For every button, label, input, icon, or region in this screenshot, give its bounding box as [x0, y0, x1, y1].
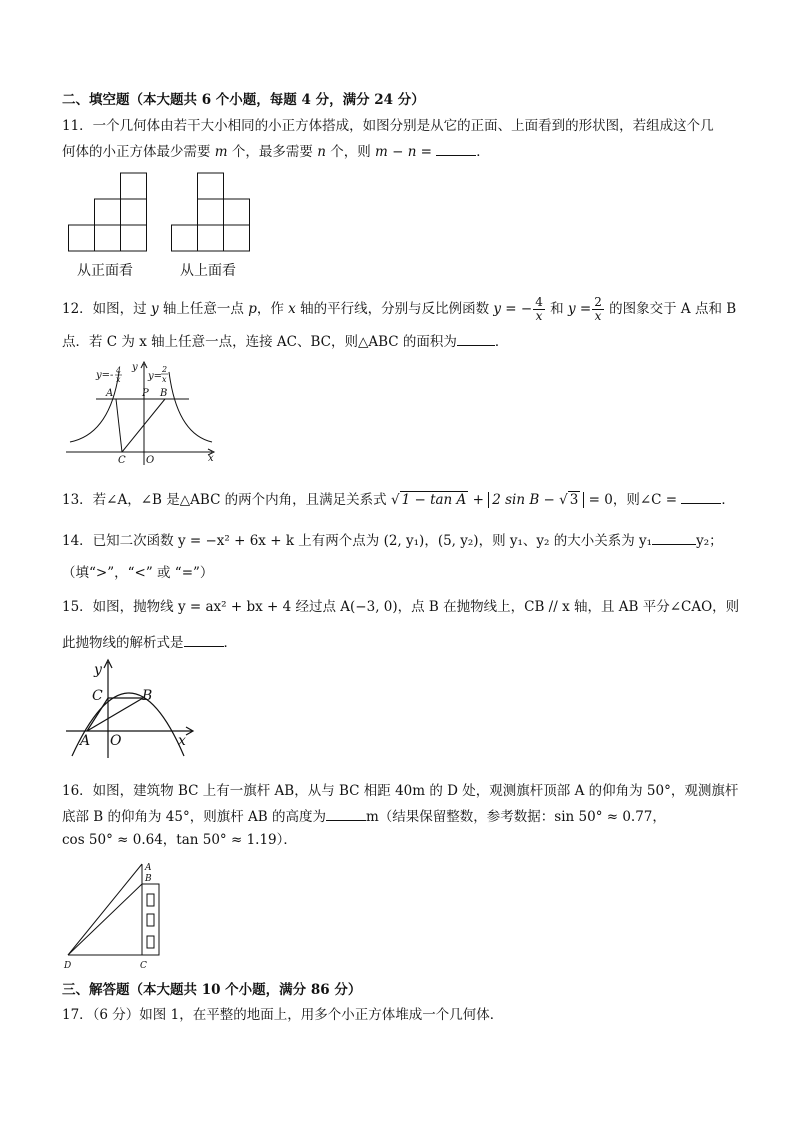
front-cube-6	[121, 173, 147, 199]
section2-title: 二、填空题（本大题共 6 个小题，每题 4 分，满分 24 分）	[62, 92, 425, 108]
q15-point-A: A	[80, 733, 91, 749]
top-cube-2	[198, 225, 224, 251]
q12-var-p: p	[248, 301, 257, 317]
q12-text-e: 的图象交于 A 点和 B	[604, 301, 737, 317]
q15-y-label: y	[94, 662, 102, 678]
q15-line1: 15．如图，抛物线 y = ax² + bx + 4 经过点 A(−3, 0)，点 B 在抛物线上，CB // x 轴，且 AB 平分∠CAO，则	[62, 599, 740, 615]
q16-line3: cos 50° ≈ 0.64，tan 50° ≈ 1.19）．	[62, 832, 297, 848]
q15-point-B: B	[142, 688, 153, 704]
q16-answer-blank[interactable]	[326, 806, 366, 821]
q12-f1-lhs: y = −	[493, 301, 533, 317]
q15-x-label: x	[178, 733, 186, 749]
q12-point-P: P	[142, 388, 149, 399]
q12-point-B: B	[160, 388, 168, 399]
front-cube-3	[121, 225, 147, 251]
q12-line1	[62, 296, 736, 323]
q11-answer-blank[interactable]	[436, 141, 476, 156]
q12-x-axis-label: x	[208, 453, 214, 464]
front-cube-4	[95, 199, 121, 225]
q12-f1-label-num: 4	[116, 366, 122, 375]
q12-f2-label-den: x	[162, 375, 167, 384]
q15-figure	[66, 658, 196, 758]
q16-text-b: m（结果保留整数，参考数据：sin 50° ≈ 0.77，	[365, 809, 666, 825]
q11-line2	[62, 141, 490, 162]
q16-text-a: 底部 B 的仰角为 45°，则旗杆 AB 的高度为	[62, 809, 326, 825]
q12-text-a: 12．如图，过	[62, 301, 151, 317]
q12-f1-fraction: $\frac{4}{x}$	[535, 295, 543, 323]
q15-line2	[62, 632, 237, 653]
q16-line2	[62, 806, 666, 827]
q14-text-b: y₂；	[696, 533, 723, 549]
q13-sqrt1: 1 − tan A	[401, 492, 467, 508]
q16-point-A: A	[145, 863, 152, 873]
q14-line2: （填“>”，“<” 或 “=”）	[62, 565, 214, 581]
front-cube-5	[121, 199, 147, 225]
top-cube-4	[198, 199, 224, 225]
q12-y-axis-label: y	[132, 362, 138, 373]
q11-var-m: m	[214, 144, 228, 160]
q13-abs: 2 sin B − √ 3	[488, 492, 584, 508]
q12-tail: ．	[494, 334, 509, 350]
q14-line1	[62, 530, 723, 551]
q12-text-b: 轴上任意一点	[158, 301, 249, 317]
q11-front-view-figure	[68, 172, 148, 252]
q11-text-c: 个，则	[325, 144, 375, 160]
q11-tail: ．	[476, 144, 490, 160]
q16-window-2	[147, 914, 154, 926]
q13-tail: ．	[721, 492, 735, 508]
q14-text-a: 14．已知二次函数 y = −x² + 6x + k 上有两个点为 (2, y₁)，(5, y₂)，则 y₁、y₂ 的大小关系为 y₁	[62, 533, 653, 549]
q17-line1: 17．（6 分）如图 1，在平整的地面上，用多个小正方体堆成一个几何体．	[62, 1007, 504, 1023]
q11-var-n: n	[317, 144, 326, 160]
q13-eq: = 0，则∠C =	[584, 492, 678, 508]
q15-line2-text: 此抛物线的解析式是	[62, 635, 184, 651]
q12-f2-label: y=	[148, 371, 163, 382]
q12-curve-left	[70, 372, 119, 442]
q15-point-O: O	[110, 733, 122, 749]
q16-figure	[62, 860, 172, 972]
q12-line2	[62, 331, 508, 352]
q14-answer-blank[interactable]	[652, 530, 696, 545]
q13-plus: +	[468, 492, 489, 508]
front-cube-2	[95, 225, 121, 251]
q12-f1-label-den: x	[116, 375, 121, 384]
q11-top-view-figure	[171, 172, 251, 252]
q12-answer-blank[interactable]	[457, 331, 495, 346]
q11-line1: 11．一个几何体由若干大小相同的小正方体搭成，如图分别是从它的正面、上面看到的形状图，若组成这个几	[62, 118, 714, 134]
section3-title: 三、解答题（本大题共 10 个小题，满分 86 分）	[62, 982, 362, 998]
q16-window-3	[147, 936, 154, 948]
q11-caption-top: 从上面看	[180, 263, 236, 279]
q12-figure	[62, 362, 222, 467]
q12-text-c: ，作	[256, 301, 289, 317]
q16-sightline-DB	[68, 884, 142, 955]
q11-expr: m − n =	[375, 144, 432, 160]
q12-var-x: x	[288, 301, 296, 317]
q11-text-a: 何体的小正方体最少需要	[62, 144, 215, 160]
q16-point-B: B	[145, 874, 152, 884]
q12-line2-text: 点．若 C 为 x 轴上任意一点，连接 AC、BC，则△ABC 的面积为	[62, 334, 457, 350]
q11-text-b: 个，最多需要	[227, 144, 318, 160]
q12-curve-right	[169, 372, 212, 442]
q15-tail: ．	[223, 635, 237, 651]
front-cube-1	[69, 225, 95, 251]
q12-f2-lhs: y =	[567, 301, 592, 317]
q16-building	[142, 884, 159, 955]
q12-text-d: 轴的平行线，分别与反比例函数	[295, 301, 494, 317]
q16-point-D: D	[64, 961, 72, 971]
top-cube-1	[172, 225, 198, 251]
q12-point-C: C	[118, 455, 126, 466]
q12-f2-fraction: $\frac{2}{x}$	[594, 295, 602, 323]
q12-f1-label: y=-	[96, 370, 114, 381]
q13-answer-blank[interactable]	[681, 489, 721, 504]
top-cube-5	[224, 199, 250, 225]
q12-f2-label-num: 2	[162, 365, 168, 374]
q16-point-C: C	[140, 961, 147, 971]
q13-line: 13．若∠A，∠B 是△ABC 的两个内角，且满足关系式 √ 1 − tan A + 2 sin B − √ 3 = 0，则∠C = ．	[62, 488, 735, 512]
q15-point-C: C	[92, 688, 103, 704]
q12-var-y: y	[150, 301, 159, 317]
q16-sightline-DA	[68, 864, 142, 955]
q15-answer-blank[interactable]	[184, 632, 224, 647]
q16-line1: 16．如图，建筑物 BC 上有一旗杆 AB，从与 BC 相距 40m 的 D 处，观测旗杆顶部 A 的仰角为 50°，观测旗杆	[62, 783, 739, 799]
top-cube-3	[224, 225, 250, 251]
q16-window-1	[147, 894, 154, 906]
q12-line-AC	[116, 399, 122, 452]
q13-text-a: 13．若∠A，∠B 是△ABC 的两个内角，且满足关系式	[62, 492, 391, 508]
q11-caption-front: 从正面看	[77, 263, 133, 279]
q12-and: 和	[545, 301, 568, 317]
q12-point-A: A	[106, 388, 114, 399]
top-cube-6	[198, 173, 224, 199]
q12-point-O: O	[146, 455, 155, 466]
